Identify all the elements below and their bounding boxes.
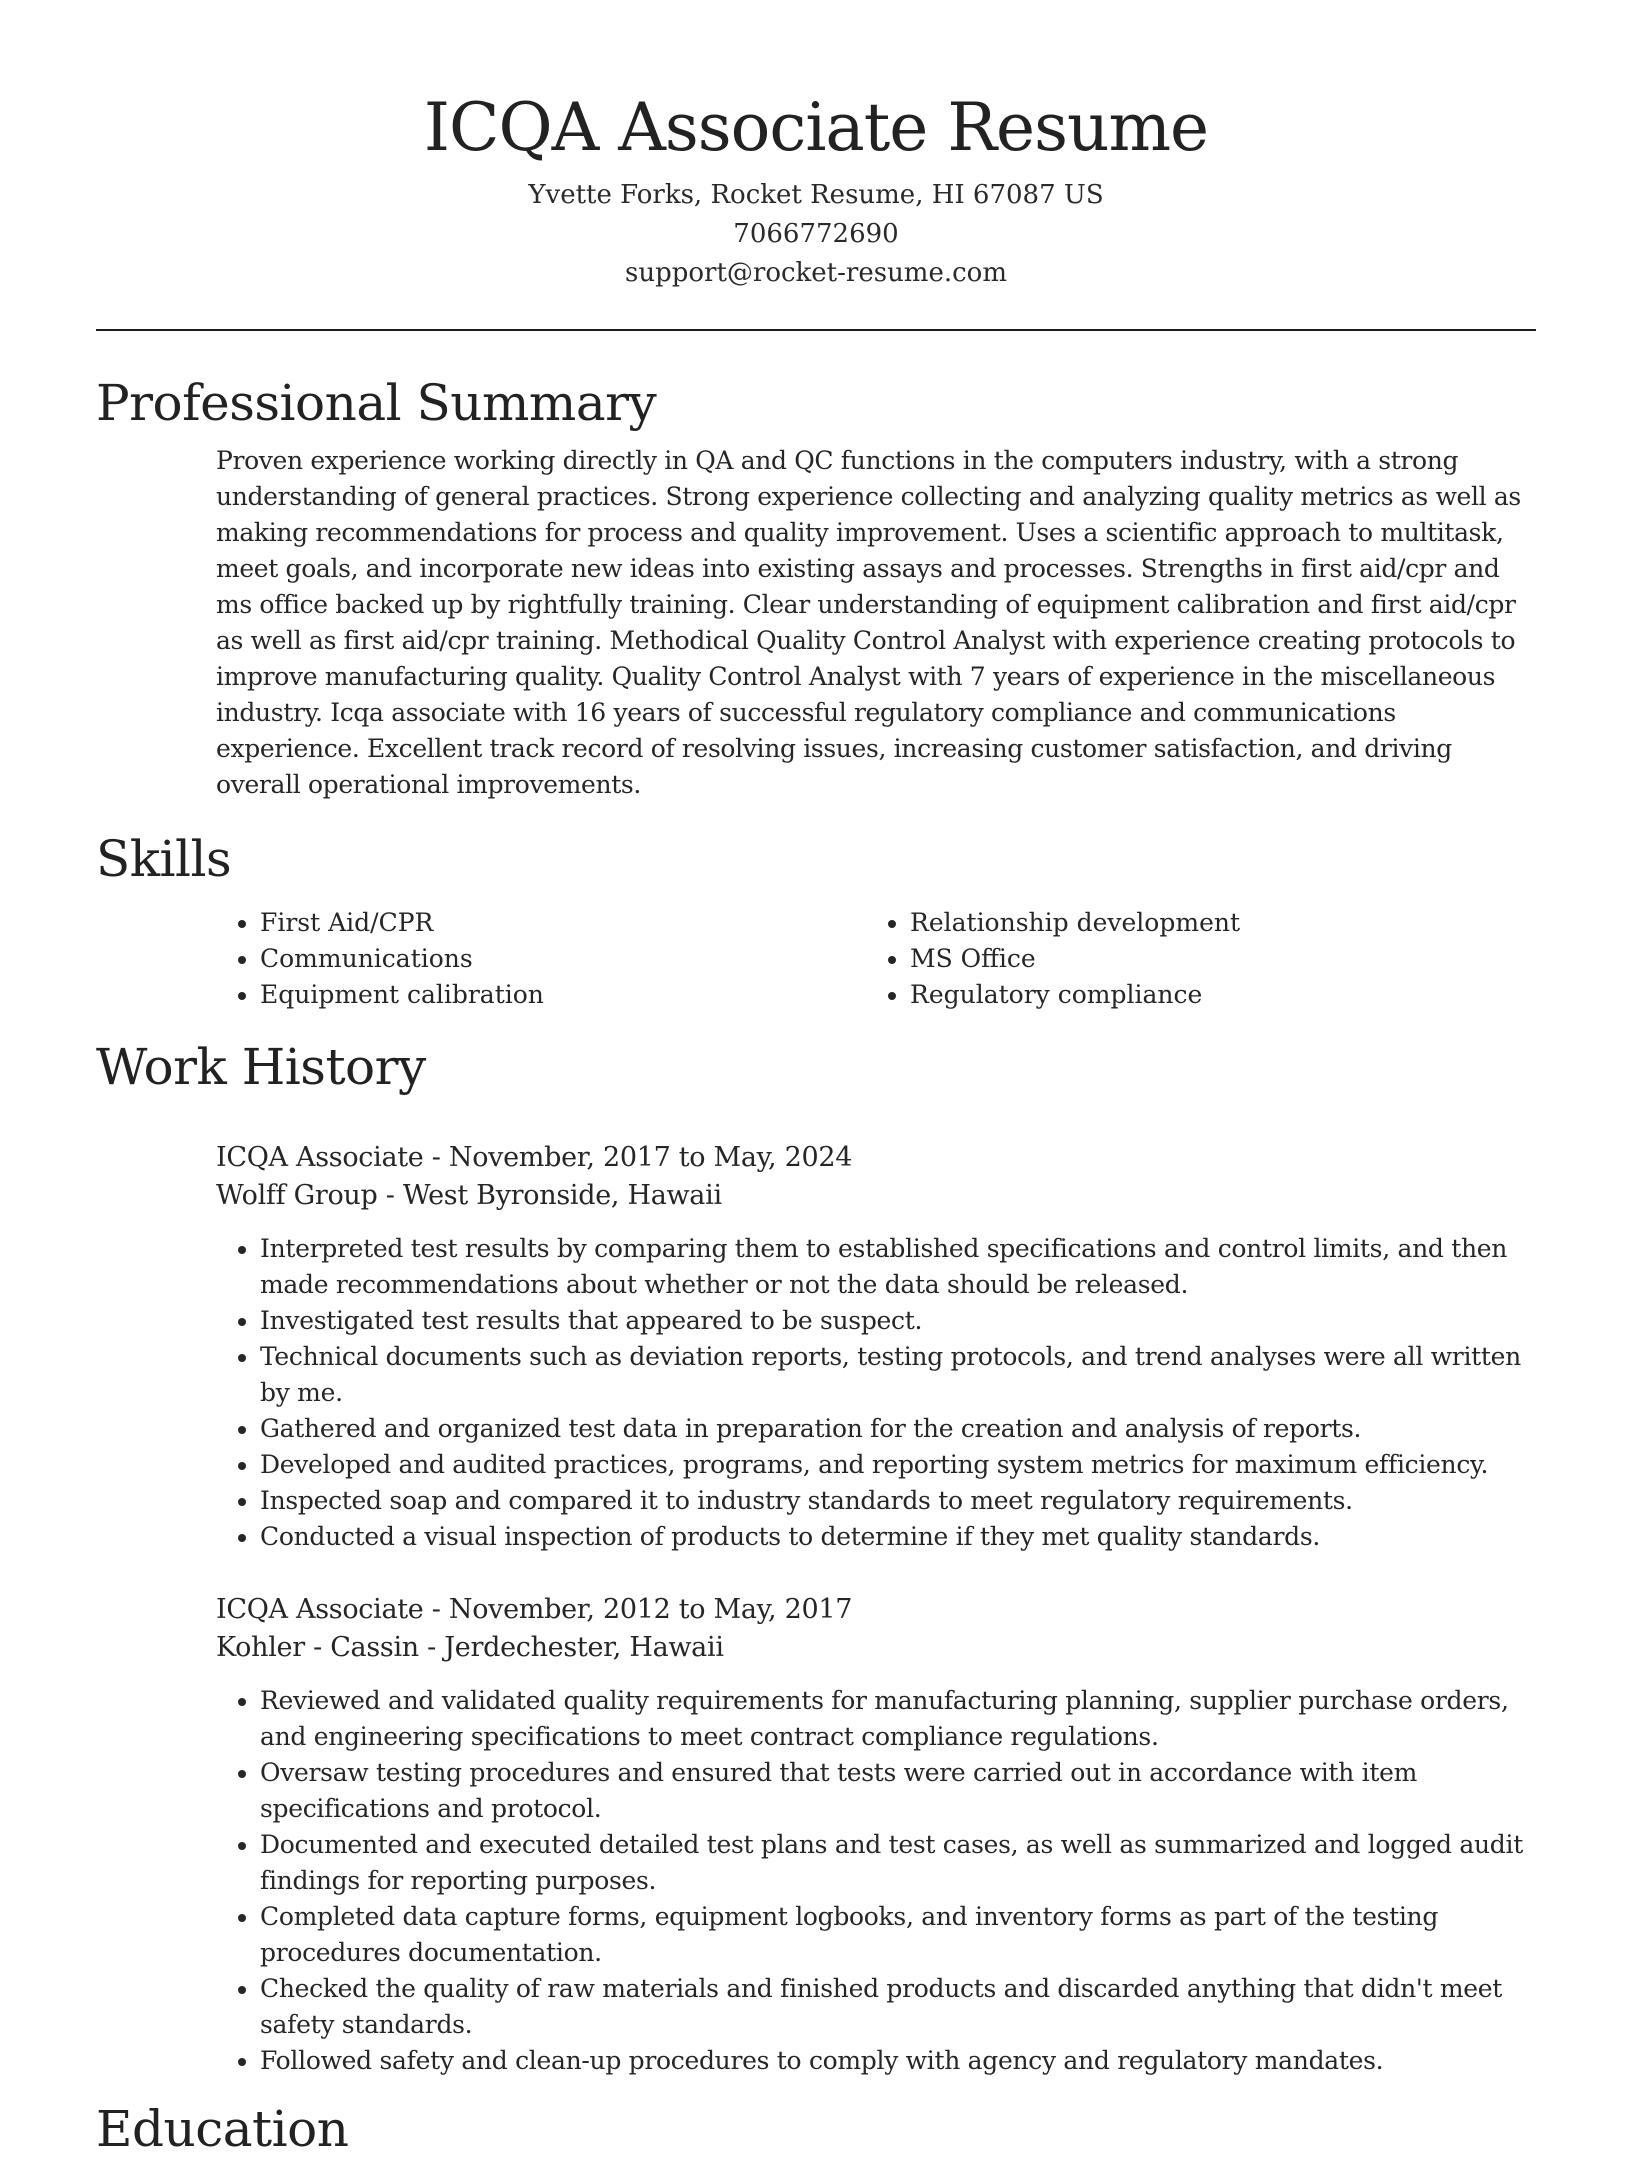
- job-title-line: ICQA Associate - November, 2017 to May, 2024: [216, 1142, 853, 1173]
- section-heading-work: Work History: [96, 1038, 426, 1096]
- contact-address: Yvette Forks, Rocket Resume, HI 67087 US: [528, 180, 1104, 210]
- skill-item: • First Aid/CPR: [260, 905, 910, 941]
- skills-section: [96, 829, 1536, 1013]
- resume-page: [96, 0, 1536, 2159]
- job-entry: [216, 1591, 1536, 2079]
- page-title: ICQA Associate Resume: [423, 89, 1209, 166]
- job-bullet: • Technical documents such as deviation reports, testing protocols, and trend analyses were all written by me.: [260, 1339, 1536, 1411]
- job-bullet: • Completed data capture forms, equipment logbooks, and inventory forms as part of the testing procedures documentation.: [260, 1899, 1536, 1971]
- job-bullet: • Investigated test results that appeared to be suspect.: [260, 1303, 1536, 1339]
- summary-paragraph: Proven experience working directly in QA and QC functions in the computers industry, with a strong understanding of general practices. Strong experience collecting and analyzing quality metrics as well as making recommendations for process and quality improvement. Uses a scientific approach to multitask, meet goals, and incorporate new ideas into existing assays and processes. Strengths in first aid/cpr and ms office backed up by rightfully training. Clear understanding of equipment calibration and first aid/cpr as well as first aid/cpr training. Methodical Quality Control Analyst with experience creating protocols to improve manufacturing quality. Quality Control Analyst with 7 years of experience in the miscellaneous industry. Icqa associate with 16 years of successful regulatory compliance and communications experience. Excellent track record of resolving issues, increasing customer satisfaction, and driving overall operational improvements.: [216, 446, 1521, 799]
- job-company-line: Kohler - Cassin - Jerdechester, Hawaii: [216, 1632, 724, 1663]
- resume-header: [96, 0, 1536, 331]
- skills-list-right: [746, 905, 1410, 1013]
- job-bullet: • Oversaw testing procedures and ensured that tests were carried out in accordance with item specifications and protocol.: [260, 1755, 1536, 1827]
- skill-item: • Communications: [260, 941, 910, 977]
- skill-item: • MS Office: [910, 941, 1410, 977]
- education-section: [96, 2099, 1536, 2159]
- job-bullet: • Documented and executed detailed test plans and test cases, as well as summarized and logged audit findings for reporting purposes.: [260, 1827, 1536, 1899]
- skill-item: • Relationship development: [910, 905, 1410, 941]
- job-bullet: • Interpreted test results by comparing them to established specifications and control limits, and then made recommendations about whether or not the data should be released.: [260, 1231, 1536, 1303]
- section-heading-skills: Skills: [96, 830, 232, 888]
- contact-block: [96, 176, 1536, 293]
- professional-summary-section: [96, 373, 1536, 803]
- job-bullet: • Checked the quality of raw materials and finished products and discarded anything that didn't meet safety standards.: [260, 1971, 1536, 2043]
- section-heading-education: Education: [96, 2100, 349, 2158]
- job-title-line: ICQA Associate - November, 2012 to May, 2017: [216, 1594, 853, 1625]
- job-bullet: • Developed and audited practices, programs, and reporting system metrics for maximum efficiency.: [260, 1447, 1536, 1483]
- skill-item: • Regulatory compliance: [910, 977, 1410, 1013]
- job-bullet: • Conducted a visual inspection of products to determine if they met quality standards.: [260, 1519, 1536, 1555]
- work-history-section: [96, 1037, 1536, 2079]
- job-bullet-list: [216, 1683, 1536, 2079]
- skill-item: • Equipment calibration: [260, 977, 910, 1013]
- job-bullet: • Reviewed and validated quality requirements for manufacturing planning, supplier purchase orders, and engineering specifications to meet contract compliance regulations.: [260, 1683, 1536, 1755]
- header-divider: [96, 329, 1536, 331]
- job-bullet: • Gathered and organized test data in preparation for the creation and analysis of reports.: [260, 1411, 1536, 1447]
- section-heading-summary: Professional Summary: [96, 374, 657, 432]
- job-bullet: • Inspected soap and compared it to industry standards to meet regulatory requirements.: [260, 1483, 1536, 1519]
- contact-email: support@rocket-resume.com: [624, 258, 1007, 288]
- contact-phone: 7066772690: [733, 219, 899, 249]
- job-entry: [216, 1139, 1536, 1555]
- skills-columns: [96, 905, 1536, 1013]
- job-bullet: • Followed safety and clean-up procedures to comply with agency and regulatory mandates.: [260, 2043, 1536, 2079]
- job-company-line: Wolff Group - West Byronside, Hawaii: [216, 1180, 722, 1211]
- job-bullet-list: [216, 1231, 1536, 1555]
